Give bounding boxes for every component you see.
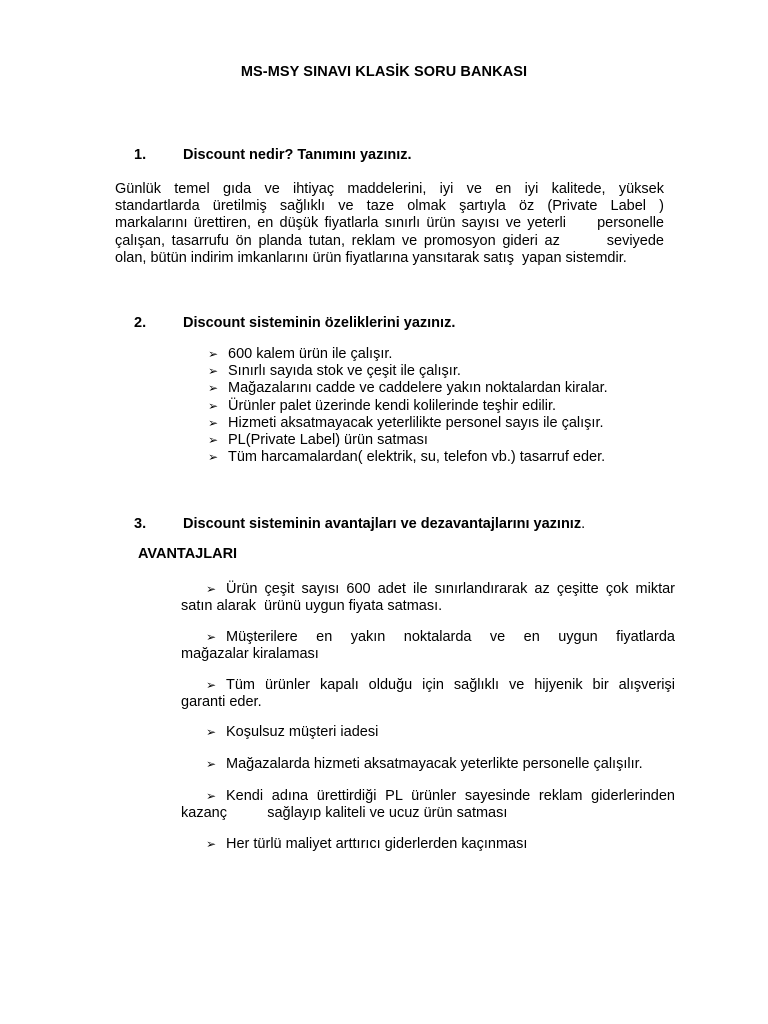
- question-1: [134, 147, 412, 163]
- advantage-item: ➢ Kendi adına ürettirdiği PL ürünler sayesinde reklam giderlerinden kazanç sağlayıp kaliteli ve ucuz ürün satması: [181, 788, 675, 822]
- advantage-item: ➢ Her türlü maliyet arttırıcı giderlerden kaçınması: [206, 836, 528, 852]
- arrow-bullet-icon: ➢: [208, 364, 219, 379]
- arrow-bullet-icon: ➢: [206, 789, 217, 803]
- question-text: Discount sisteminin avantajları ve dezavantajlarını yazınız: [183, 516, 582, 532]
- list-item: ➢ Ürünler palet üzerinde kendi kolilerinde teşhir edilir.: [208, 397, 557, 414]
- list-item: ➢ Hizmeti aksatmayacak yeterlilikte personel sayıs ile çalışır.: [208, 414, 604, 431]
- advantages-heading: AVANTAJLARI: [138, 546, 238, 562]
- arrow-bullet-icon: ➢: [206, 837, 217, 851]
- question-text: Discount sisteminin özeliklerini yazınız.: [183, 315, 456, 331]
- arrow-bullet-icon: ➢: [208, 347, 219, 361]
- arrow-bullet-icon: ➢: [208, 433, 219, 448]
- arrow-bullet-icon: ➢: [206, 678, 217, 692]
- answer-1-paragraph: [115, 181, 664, 267]
- arrow-bullet-icon: ➢: [206, 582, 217, 596]
- features-list: [208, 346, 608, 466]
- advantage-item: ➢ Tüm ürünler kapalı olduğu için sağlıklı ve hijyenik bir alışverişi garanti eder.: [181, 677, 675, 711]
- paragraph-line: standartlarda üretilmiş sağlıklı ve taze olmak şartıyla öz (Private Label ): [115, 198, 664, 215]
- question-suffix: .: [581, 516, 586, 532]
- list-item: ➢ Tüm harcamalardan( elektrik, su, telefon vb.) tasarruf eder.: [208, 449, 606, 466]
- paragraph-line: olan, bütün indirim imkanlarını ürün fiyatlarına yansıtarak satış yapan sistemdir.: [115, 249, 627, 266]
- paragraph-line: markalarını ürettiren, en düşük fiyatlarla sınırlı ürün sayısı ve yeterli personelle: [115, 215, 664, 232]
- question-number: 3.: [134, 516, 147, 532]
- question-3: [134, 516, 585, 532]
- arrow-bullet-icon: ➢: [206, 757, 217, 771]
- arrow-bullet-icon: ➢: [206, 630, 217, 644]
- document-title: MS-MSY SINAVI KLASİK SORU BANKASI: [240, 64, 528, 80]
- question-2: [134, 315, 455, 331]
- question-number: 2.: [134, 315, 147, 331]
- arrow-bullet-icon: ➢: [206, 725, 217, 739]
- question-text: Discount nedir? Tanımını yazınız.: [183, 147, 412, 163]
- arrow-bullet-icon: ➢: [208, 398, 219, 413]
- paragraph-line: çalışan, tasarrufu ön planda tutan, reklam ve promosyon gideri az seviyede: [115, 232, 664, 249]
- advantage-item: ➢ Koşulsuz müşteri iadesi: [206, 724, 379, 740]
- advantage-item: ➢ Müşterilere en yakın noktalarda ve en uygun fiyatlarda mağazalar kiralaması: [181, 629, 675, 663]
- advantage-item: ➢ Mağazalarda hizmeti aksatmayacak yeterlikte personelle çalışılır.: [206, 756, 643, 772]
- list-item: ➢ PL(Private Label) ürün satması: [208, 432, 428, 449]
- arrow-bullet-icon: ➢: [208, 415, 219, 430]
- arrow-bullet-icon: ➢: [208, 381, 219, 396]
- list-item: ➢ Mağazalarını cadde ve caddelere yakın noktalardan kiralar.: [208, 380, 608, 397]
- advantage-item: ➢ Ürün çeşit sayısı 600 adet ile sınırlandırarak az çeşitte çok miktar satın alarak ürünü uygun fiyata satması.: [181, 581, 675, 615]
- question-number: 1.: [134, 147, 147, 163]
- paragraph-line: Günlük temel gıda ve ihtiyaç maddelerini, iyi ve en iyi kalitede, yüksek: [115, 181, 664, 197]
- list-item: ➢ 600 kalem ürün ile çalışır.: [208, 346, 393, 362]
- arrow-bullet-icon: ➢: [208, 450, 219, 465]
- list-item: ➢ Sınırlı sayıda stok ve çeşit ile çalışır.: [208, 363, 461, 380]
